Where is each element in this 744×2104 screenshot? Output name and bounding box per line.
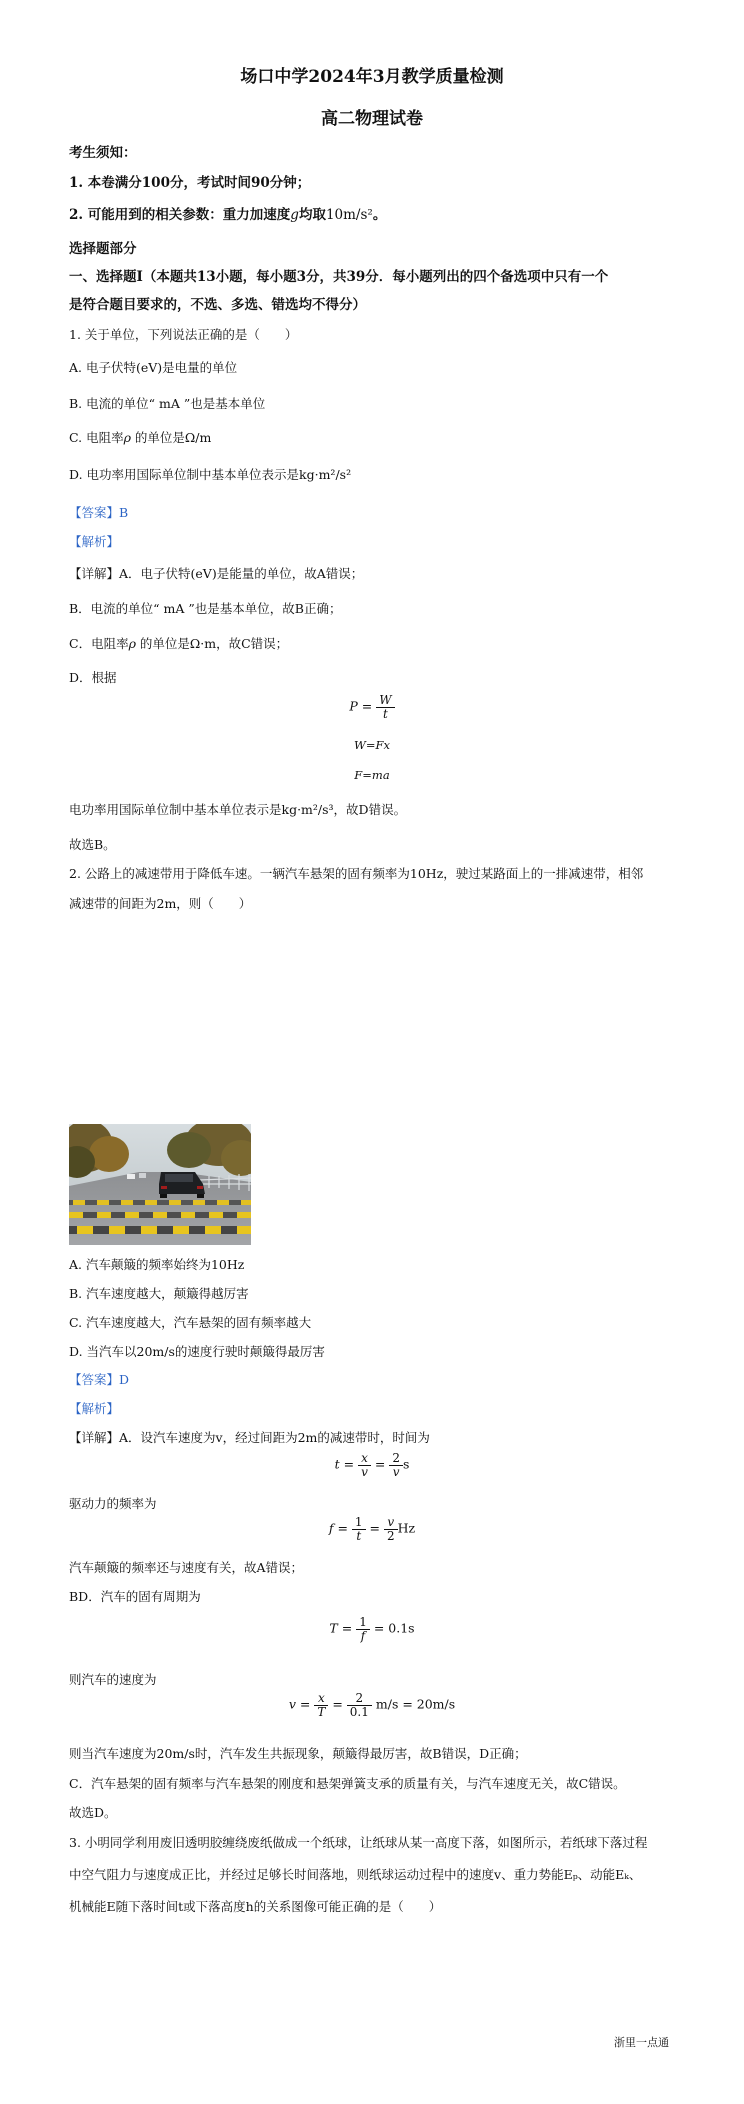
exam-subtitle: 高二物理试卷 — [321, 109, 423, 129]
q2-detail-a: 【详解】A．设汽车速度为v，经过间距为2m的减速带时，时间为 — [69, 1430, 430, 1445]
q2-equation-frequency: f = $\frac{1}{t}$ = $\frac{v}{2}$ Hz — [328, 1515, 416, 1543]
q2-option-c: C. 汽车速度越大，汽车悬架的固有频率越大 — [69, 1315, 312, 1330]
q1-detail-c: C．电阻率ρ 的单位是Ω·m，故C错误； — [69, 636, 289, 651]
q2-option-b: B. 汽车速度越大，颠簸得越厉害 — [69, 1286, 249, 1301]
q1-answer: 【答案】B — [69, 505, 129, 520]
q1-option-d: D. 电功率用国际单位制中基本单位表示是kg·m²/s² — [69, 467, 352, 482]
q1-final: 故选B。 — [69, 837, 116, 852]
q1-conclusion: 电功率用国际单位制中基本单位表示是kg·m²/s³，故D错误。 — [69, 802, 407, 817]
q2-final: 故选D。 — [69, 1805, 117, 1820]
q2-resonance-text: 则当汽车速度为20m/s时，汽车发生共振现象，颠簸得最厉害，故B错误，D正确； — [69, 1746, 527, 1761]
q2-speed-text: 则汽车的速度为 — [69, 1672, 157, 1687]
q3-stem-line-2: 中空气阻力与速度成正比，并经过足够长时间落地，则纸球运动过程中的速度v、重力势能Eₚ、动能Eₖ、 — [69, 1867, 642, 1882]
q3-stem-line-1: 3. 小明同学利用废旧透明胶缠绕废纸做成一个纸球，让纸球从某一高度下落，如图所示，若纸球下落过程 — [69, 1835, 648, 1850]
notice-item-2: 2. 可能用到的相关参数：重力加速度g均取10m/s²。 — [69, 207, 387, 223]
q1-option-b: B. 电流的单位“ mA ”也是基本单位 — [69, 396, 266, 411]
footer-brand: 浙里一点通 — [614, 2036, 669, 2049]
q2-analysis: 【解析】 — [69, 1401, 120, 1416]
part1-line-2: 是符合题目要求的，不选、多选、错选均不得分） — [69, 297, 366, 313]
q1-detail-a: 【详解】A．电子伏特(eV)是能量的单位，故A错误； — [69, 566, 364, 581]
q2-equation-time: t = $\frac{x}{v}$ = $\frac{2}{v}$ s — [334, 1451, 410, 1479]
q1-detail-b: B．电流的单位“ mA ”也是基本单位，故B正确； — [69, 601, 342, 616]
q2-answer: 【答案】D — [69, 1372, 130, 1387]
q2-detail-c: C．汽车悬架的固有频率与汽车悬架的刚度和悬架弹簧支承的质量有关，与汽车速度无关，故C错误。 — [69, 1776, 626, 1791]
section-heading: 选择题部分 — [69, 241, 137, 257]
q2-stem-line-1: 2. 公路上的减速带用于降低车速。一辆汽车悬架的固有频率为10Hz，驶过某路面上的一排减速带，相邻 — [69, 866, 644, 881]
q2-option-d: D. 当汽车以20m/s的速度行驶时颠簸得最厉害 — [69, 1344, 325, 1359]
q2-equation-speed: v = $\frac{x}{T}$ = $\frac{2}{0.1}$ m/s = 20m/s — [288, 1691, 456, 1719]
exam-title: 场口中学2024年3月教学质量检测 — [240, 67, 504, 87]
q2-drive-frequency-text: 驱动力的频率为 — [69, 1496, 157, 1511]
q1-detail-d: D．根据 — [69, 670, 117, 685]
q2-relate-text: 汽车颠簸的频率还与速度有关，故A错误； — [69, 1560, 304, 1575]
part1-line-1: 一、选择题Ⅰ（本题共13小题，每小题3分，共39分．每小题列出的四个备选项中只有一个 — [69, 269, 609, 285]
q1-equation-power: P = $\frac{W}{t}$ — [0, 694, 744, 720]
q1-equation-force: F=ma — [354, 768, 390, 782]
notice-item-1: 1. 本卷满分100分，考试时间90分钟； — [69, 175, 311, 191]
q1-option-a: A. 电子伏特(eV)是电量的单位 — [69, 360, 238, 375]
q2-bd-text: BD．汽车的固有周期为 — [69, 1589, 201, 1604]
q1-analysis: 【解析】 — [69, 534, 120, 549]
q3-stem-line-3: 机械能E随下落时间t或下落高度h的关系图像可能正确的是（ ） — [69, 1899, 442, 1914]
q1-stem: 1. 关于单位，下列说法正确的是（ ） — [69, 327, 298, 342]
q2-option-a: A. 汽车颠簸的频率始终为10Hz — [69, 1257, 245, 1272]
speed-bump-photo — [69, 1124, 251, 1245]
q2-stem-line-2: 减速带的间距为2m，则（ ） — [69, 896, 252, 911]
q1-option-c: C. 电阻率ρ 的单位是Ω/m — [69, 430, 212, 445]
notice-heading: 考生须知： — [69, 145, 137, 161]
q2-equation-period: T = $\frac{1}{f}$ = 0.1s — [329, 1615, 415, 1643]
q1-equation-work: W=Fx — [354, 738, 390, 752]
